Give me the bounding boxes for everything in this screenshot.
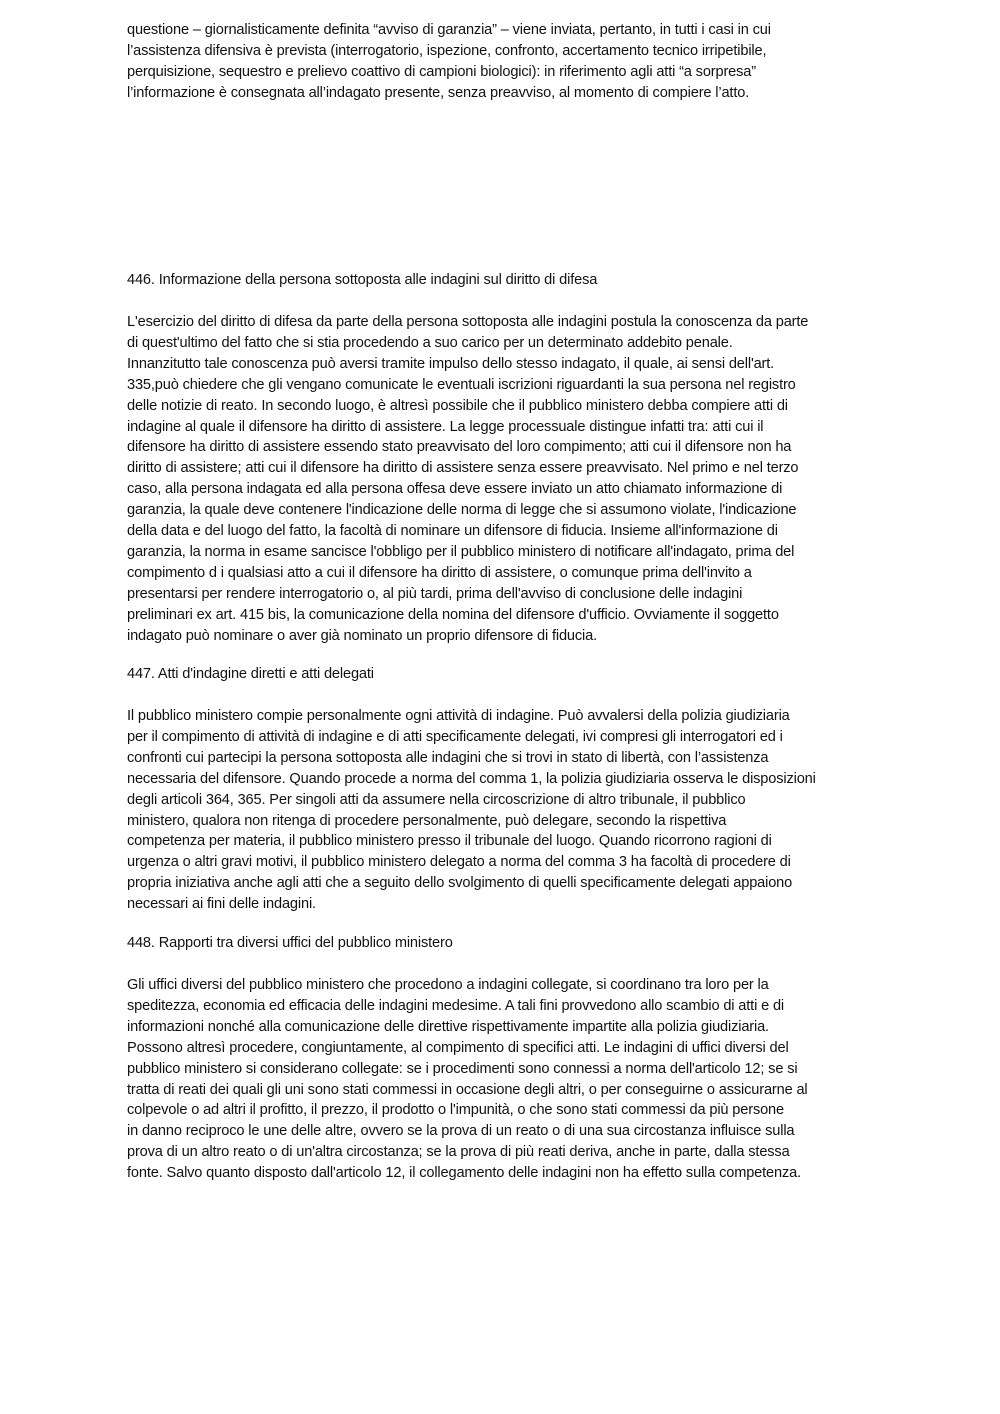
text-line: di quest'ultimo del fatto che si stia procedendo a suo carico per un determinato addebito penale. xyxy=(127,334,733,351)
section-heading-447: 447. Atti d'indagine diretti e atti delegati xyxy=(127,666,374,682)
text-line: garanzia, la norma in esame sancisce l'obbligo per il pubblico ministero di notificare all'indagato, prima del xyxy=(127,543,795,560)
text-line: della data e del luogo del fatto, la facoltà di nominare un difensore di fiducia. Insieme all'informazione di xyxy=(127,523,778,540)
text-line: fonte. Salvo quanto disposto dall'articolo 12, il collegamento delle indagini non ha effetto sulla competenza. xyxy=(127,1165,802,1182)
section-heading-448: 448. Rapporti tra diversi uffici del pubblico ministero xyxy=(127,935,453,951)
text-line: Il pubblico ministero compie personalmente ogni attività di indagine. Può avvalersi della polizia giudiziaria xyxy=(127,708,790,724)
text-line: tratta di reati dei quali gli uni sono stati commessi in occasione degli altri, o per conseguirne o assicurarne al xyxy=(127,1081,808,1098)
section-body-446 xyxy=(127,312,808,647)
text-line: necessaria del difensore. Quando procede a norma del comma 1, la polizia giudiziaria osserva le disposizioni xyxy=(127,770,816,787)
text-line: ministero, qualora non ritenga di procedere personalmente, può delegare, secondo la rispettiva xyxy=(127,812,727,829)
text-line: indagine al quale il difensore ha diritto di assistere. La legge processuale distingue infatti tra: atti cui il xyxy=(127,418,764,435)
text-line: perquisizione, sequestro e prelievo coattivo di campioni biologici): in riferimento agli atti “a sorpresa” xyxy=(127,63,756,80)
text-line: L'esercizio del diritto di difesa da parte della persona sottoposta alle indagini postula la conoscenza da parte xyxy=(127,314,809,330)
text-line: difensore ha diritto di assistere essendo stato preavvisato del loro compimento; atti cui il difensore non ha xyxy=(127,439,792,456)
text-line: delle notizie di reato. In secondo luogo, è altresì possibile che il pubblico ministero debba compiere atti di xyxy=(127,397,788,414)
text-line: diritto di assistere; atti cui il difensore ha diritto di assistere senza essere preavvisato. Nel primo e nel terzo xyxy=(127,460,799,477)
text-line: in danno reciproco le une delle altre, ovvero se la prova di un reato o di una sua circostanza influisce sulla xyxy=(127,1123,795,1140)
intro-paragraph xyxy=(127,20,771,104)
text-line: questione – giornalisticamente definita “avviso di garanzia” – viene inviata, pertanto, in tutti i casi in cui xyxy=(127,22,771,38)
text-line: per il compimento di attività di indagine e di atti specificamente delegati, ivi compresi gli interrogatori ed i xyxy=(127,728,783,745)
text-line: preliminari ex art. 415 bis, la comunicazione della nomina del difensore d'ufficio. Ovviamente il soggetto xyxy=(127,606,779,623)
text-line: garanzia, la quale deve contenere l'indicazione delle norma di legge che si assumono violate, l'indicazione xyxy=(127,502,797,519)
text-line: urgenza o altri gravi motivi, il pubblico ministero delegato a norma del comma 3 ha facoltà di procedere di xyxy=(127,854,791,871)
text-line: degli articoli 364, 365. Per singoli atti da assumere nella circoscrizione di altro tribunale, il pubblico xyxy=(127,791,746,808)
text-line: presentarsi per rendere interrogatorio o, al più tardi, prima dell'avviso di conclusione delle indagini xyxy=(127,585,743,602)
text-line: caso, alla persona indagata ed alla persona offesa deve essere inviato un atto chiamato informazione di xyxy=(127,481,783,498)
text-line: pubblico ministero si considerano collegate: se i procedimenti sono connessi a norma dell'articolo 12; se si xyxy=(127,1060,798,1077)
text-line: l’assistenza difensiva è prevista (interrogatorio, ispezione, confronto, accertamento tecnico irripetibile, xyxy=(127,42,767,59)
text-line: confronti cui partecipi la persona sottoposta alle indagini che si trovi in stato di libertà, con l’assistenza xyxy=(127,749,769,766)
text-line: propria iniziativa anche agli atti che a seguito dello svolgimento di quelli specificamente delegati appaiono xyxy=(127,875,793,892)
text-line: 335,può chiedere che gli vengano comunicate le eventuali iscrizioni riguardanti la sua persona nel registro xyxy=(127,376,796,393)
text-line: prova di un altro reato o di un'altra circostanza; se la prova di più reati deriva, anche in parte, dalla stessa xyxy=(127,1144,790,1161)
section-body-448 xyxy=(127,975,808,1184)
text-line: colpevole o ad altri il profitto, il prezzo, il prodotto o l'impunità, o che sono stati commessi da più persone xyxy=(127,1102,784,1119)
text-line: necessari ai fini delle indagini. xyxy=(127,896,316,913)
text-line: l’informazione è consegnata all’indagato presente, senza preavviso, al momento di compiere l’atto. xyxy=(127,84,750,101)
text-line: speditezza, economia ed efficacia delle indagini medesime. A tali fini provvedono allo scambio di atti e di xyxy=(127,997,785,1014)
text-line: informazioni nonché alla comunicazione delle direttive rispettivamente impartite alla polizia giudiziaria. xyxy=(127,1018,769,1035)
section-heading-446: 446. Informazione della persona sottoposta alle indagini sul diritto di difesa xyxy=(127,272,598,288)
text-line: Gli uffici diversi del pubblico ministero che procedono a indagini collegate, si coordinano tra loro per la xyxy=(127,977,769,993)
text-line: Possono altresì procedere, congiuntamente, al compimento di specifici atti. Le indagini di uffici diversi del xyxy=(127,1039,789,1056)
text-line: competenza per materia, il pubblico ministero presso il tribunale del luogo. Quando ricorrono ragioni di xyxy=(127,833,772,850)
text-line: indagato può nominare o aver già nominato un proprio difensore di fiducia. xyxy=(127,627,597,644)
section-body-447 xyxy=(127,706,816,915)
text-line: compimento d i qualsiasi atto a cui il difensore ha diritto di assistere, o comunque prima dell'invito a xyxy=(127,564,752,581)
text-line: Innanzitutto tale conoscenza può aversi tramite impulso dello stesso indagato, il quale, ai sensi dell'art. xyxy=(127,355,775,372)
